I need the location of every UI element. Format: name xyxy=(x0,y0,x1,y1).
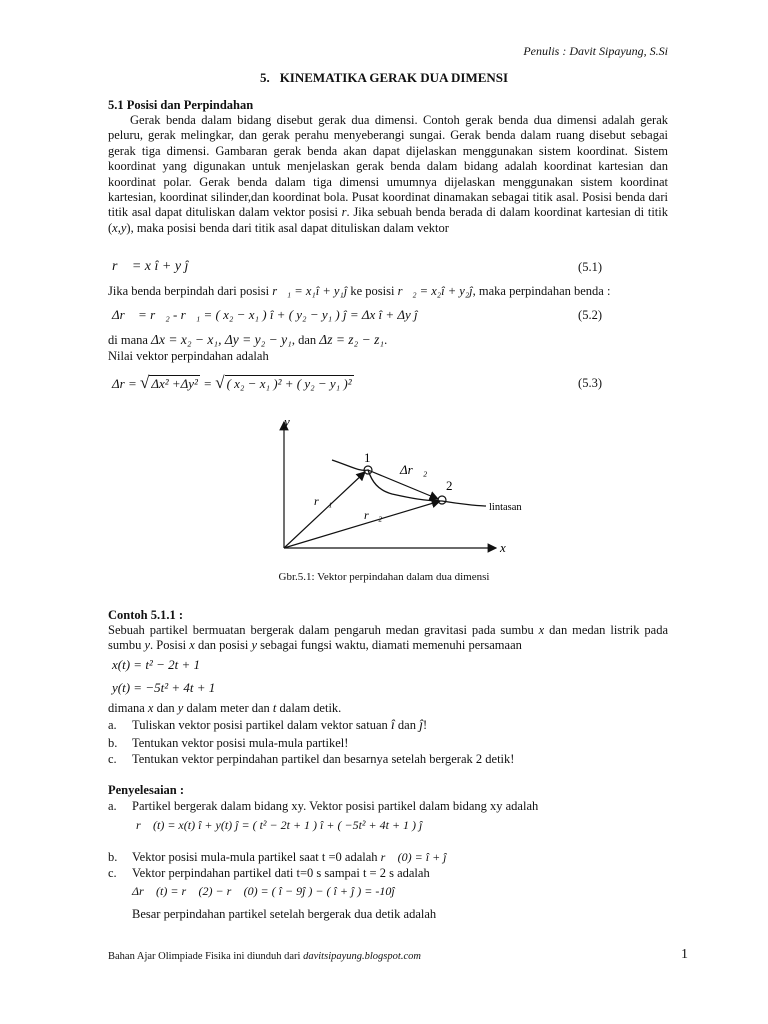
point-2-label: 2 xyxy=(446,478,453,493)
solution-b-equation: r⃗ (0) = î + ĵ xyxy=(380,850,447,864)
example-x2: x xyxy=(189,638,195,653)
footer-line xyxy=(108,951,421,962)
question-a-text: Tuliskan vektor posisi partikel dalam vektor satuan xyxy=(132,718,388,732)
eq-5-3-radicand-2: ( x₂ − x₁ )² + ( y₂ − y₁ )² xyxy=(226,376,352,391)
equation-5-3-number: (5.3) xyxy=(578,376,602,390)
solution-c-equation: Δr⃗ (t) = r⃗ (2) − r⃗ (0) = ( î − 9ĵ ) − ( î + ĵ ) = -10ĵ xyxy=(132,884,395,898)
unit-i-hat: î xyxy=(390,718,395,733)
solution-a xyxy=(108,799,538,814)
question-a-end: ! xyxy=(422,718,428,732)
example-y2: y xyxy=(251,638,258,653)
units-t: t xyxy=(272,701,277,715)
equation-x-t: x(t) = t² − 2t + 1 xyxy=(112,657,200,672)
example-text xyxy=(108,623,668,654)
example-text-a: Sebuah partikel bermuatan bergerak dalam pengaruh medan gravitasi pada sumbu xyxy=(108,623,534,637)
delta-r2-label: Δr⃗₂ xyxy=(400,462,428,477)
example-x: x xyxy=(538,623,545,637)
solution-b-label: b. xyxy=(108,850,118,864)
delta-x-def: Δx = x₂ − x₁ xyxy=(151,332,219,347)
position-r2: r⃗₂ = x₂î + y₂ĵ xyxy=(397,284,473,298)
units-x: x xyxy=(147,701,154,715)
section-heading: 5.1 Posisi dan Perpindahan xyxy=(108,98,254,112)
chapter-title xyxy=(0,70,768,86)
eq-5-3-equals: = xyxy=(203,376,212,391)
displacement-intro-a: Jika benda berpindah dari posisi xyxy=(108,284,270,298)
solution-b xyxy=(108,850,447,865)
equation-5-2: Δr⃗ = r⃗₂ - r⃗₁ = ( x₂ − x₁ ) î + ( y₂ − y₁ ) ĵ = Δx î + Δy ĵ xyxy=(112,307,418,322)
where-line-a: di mana xyxy=(108,333,148,347)
units-b: dan xyxy=(156,701,175,715)
r2-label: r⃗₂ xyxy=(364,508,383,522)
intro-paragraph-text-3: ), maka posisi benda dari titik asal dapat dituliskan dalam vektor xyxy=(126,220,449,235)
where-end: . xyxy=(384,333,388,347)
equation-5-1-number: (5.1) xyxy=(578,260,602,274)
units-d: dalam detik. xyxy=(279,701,342,715)
solution-c-text: Vektor perpindahan partikel dati t=0 s sampai t = 2 s adalah xyxy=(132,866,430,880)
question-c-text: Tentukan vektor perpindahan partikel dan besarnya setelah bergerak 2 detik! xyxy=(132,752,515,766)
example-heading: Contoh 5.1.1 : xyxy=(108,608,184,622)
y-axis-label: y xyxy=(284,414,290,429)
point-1-label: 1 xyxy=(364,450,371,465)
where-and: , dan xyxy=(291,333,317,347)
delta-y-def: , Δy = y₂ − y₁ xyxy=(218,332,292,347)
question-b xyxy=(108,736,348,751)
units-line xyxy=(108,701,341,716)
vector-r1 xyxy=(284,472,365,548)
point-2-marker xyxy=(438,496,446,504)
intro-paragraph xyxy=(108,113,668,236)
vector-r2 xyxy=(284,501,440,548)
question-c xyxy=(108,752,514,767)
displacement-intro-b: ke posisi xyxy=(350,284,395,298)
equation-5-3: Δr = √ Δx² +Δy² = √ ( x₂ − x₁ )² + ( y₂ − y₁ )² xyxy=(112,373,352,392)
equation-5-1: r⃗ = x î + y ĵ xyxy=(112,259,189,274)
solution-a-label: a. xyxy=(108,799,117,813)
displacement-intro-c: , maka perpindahan benda : xyxy=(472,284,611,298)
equation-y-t: y(t) = −5t² + 4t + 1 xyxy=(112,680,216,695)
magnitude-intro: Nilai vektor perpindahan adalah xyxy=(108,349,269,363)
solution-c-after: Besar perpindahan partikel setelah bergerak dua detik adalah xyxy=(132,907,437,921)
solution-c xyxy=(108,866,430,881)
solution-a-equation: r⃗ (t) = x(t) î + y(t) ĵ = ( t² − 2t + 1 ) î + ( −5t² + 4t + 1 ) ĵ xyxy=(136,818,423,832)
example-y: y xyxy=(144,638,151,653)
figure-caption: Gbr.5.1: Vektor perpindahan dalam dua dimensi xyxy=(278,571,490,583)
units-c: dalam meter dan xyxy=(186,701,270,715)
intro-paragraph-text: Gerak benda dalam bidang disebut gerak dua dimensi. Contoh gerak benda dua dimensi adalah gerak peluru, gerak melingkar, dan gerak perahu menyeberangi sungai. Gerak benda dalam ruang disebut sebagai gerak tiga dimensi. Gambaran gerak benda akan dapat dijelaskan menggunakan sistem koordinat. Sistem koordinat yang digunakan untuk menjelaskan gerak benda dalam bidang adalah koordinat kartesian dan koordinat polar. Gerak benda dalam tiga dimensi umumnya dijelaskan menggunakan sistem koordinat kartesian, koordinat silinder,dan koordinat bola. Pusat koordinat dinamakan sebagai titik asal. Posisi benda dari titik asal dapat dituliskan dalam vektor posisi xyxy=(108,113,668,220)
solution-b-text: Vektor posisi mula-mula partikel saat t =0 adalah xyxy=(132,850,378,864)
page-number: 1 xyxy=(681,947,688,962)
r1-label: r⃗₁ xyxy=(314,494,333,508)
author-line: Penulis : Davit Sipayung, S.Si xyxy=(523,44,668,58)
eq-5-3-radicand-1: Δx² +Δy² xyxy=(151,376,198,391)
delta-z-def: Δz = z₂ − z₁ xyxy=(319,332,385,347)
question-a-label: a. xyxy=(108,718,117,732)
footer-text: Bahan Ajar Olimpiade Fisika ini diunduh dari xyxy=(108,951,301,962)
example-text-d: dan posisi xyxy=(197,638,249,653)
units-a: dimana xyxy=(108,701,145,715)
where-line xyxy=(108,332,387,348)
displacement-intro-line xyxy=(108,284,610,299)
example-text-b: dan medan listrik pada sumbu xyxy=(108,623,669,653)
question-c-label: c. xyxy=(108,752,117,766)
chapter-number: 5. xyxy=(259,70,270,85)
vector-r-inline: r xyxy=(341,205,347,220)
example-text-e: sebagai fungsi waktu, diamati memenuhi persamaan xyxy=(260,638,522,653)
eq-5-3-lhs: Δr = xyxy=(112,376,137,391)
solution-heading: Penyelesaian : xyxy=(108,783,185,797)
unit-j-hat: ĵ xyxy=(419,718,423,733)
xy-inline: x,y xyxy=(112,220,127,235)
units-y: y xyxy=(177,701,184,715)
question-a xyxy=(108,718,427,734)
displacement-figure xyxy=(260,412,540,562)
solution-a-text: Partikel bergerak dalam bidang xy. Vektor posisi partikel dalam bidang xy adalah xyxy=(132,799,539,813)
equation-5-2-number: (5.2) xyxy=(578,308,602,322)
question-a-dan: dan xyxy=(397,718,416,732)
intro-paragraph-text-2: . Jika sebuah benda berada di dalam koordinat kartesian di titik ( xyxy=(108,205,669,235)
path-label: lintasan xyxy=(489,502,522,513)
chapter-title-text: KINEMATIKA GERAK DUA DIMENSI xyxy=(279,70,509,85)
footer-site-link[interactable]: davitsipayung.blogspot.com xyxy=(303,951,421,962)
solution-c-label: c. xyxy=(108,866,117,880)
x-axis-label: x xyxy=(500,540,506,555)
example-text-c: . Posisi xyxy=(150,638,187,653)
question-b-text: Tentukan vektor posisi mula-mula partikel! xyxy=(132,736,349,750)
question-b-label: b. xyxy=(108,736,118,750)
position-r1: r⃗₁ = x₁î + y₁ĵ xyxy=(272,284,348,298)
